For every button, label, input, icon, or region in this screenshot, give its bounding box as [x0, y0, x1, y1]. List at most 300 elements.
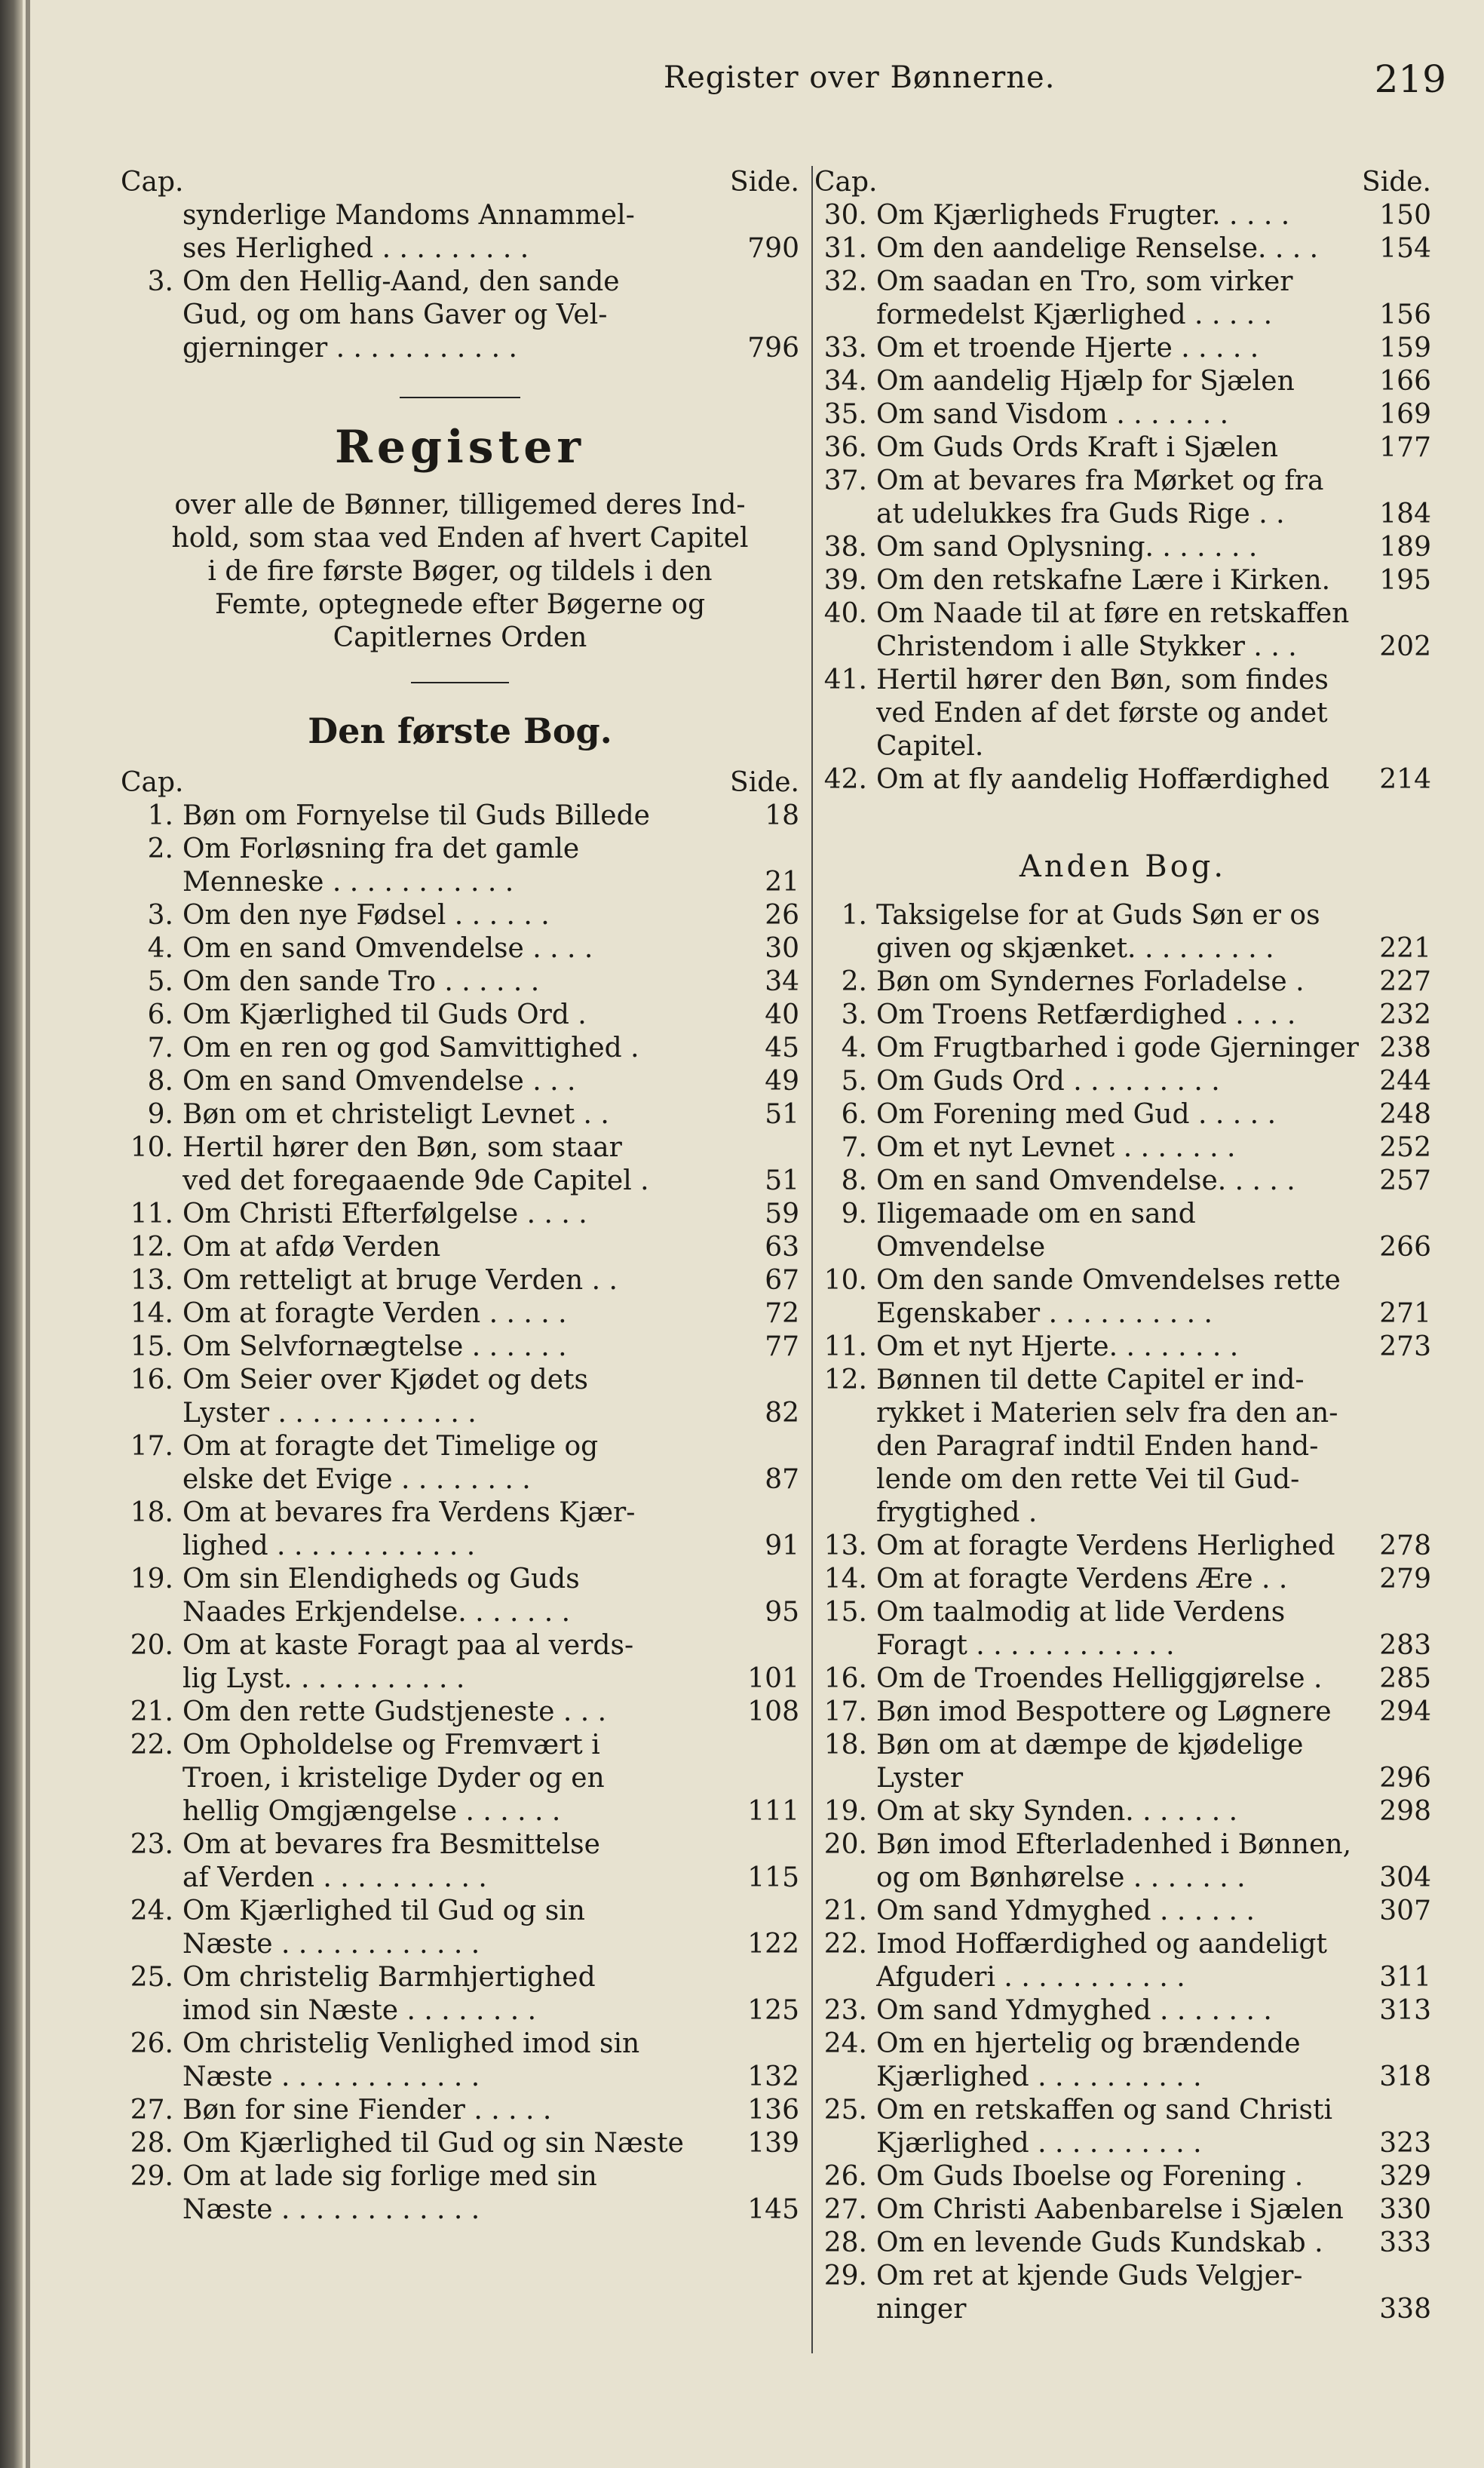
entry-title [876, 1131, 1372, 1165]
index-entry [121, 2160, 799, 2227]
entry-title-line: Om retteligt at bruge Verden . . [182, 1265, 618, 1296]
index-entry [121, 1496, 799, 1563]
entry-title [182, 833, 740, 899]
entry-title-line: Menneske . . . . . . . . . . . [182, 867, 514, 898]
entry-page: 248 [1379, 1099, 1431, 1130]
entry-title [876, 232, 1372, 266]
entry-title [182, 999, 740, 1032]
side-label: Side. [730, 167, 799, 198]
entry-title-line: Om at bevares fra Mørket og fra [876, 465, 1324, 496]
entry-title [182, 199, 740, 266]
entry-number: 27. [823, 2194, 867, 2225]
entry-title [876, 1662, 1372, 1696]
entry-title-line: Om sand Ydmyghed . . . . . . . [876, 1995, 1272, 2026]
index-entry [121, 1331, 799, 1364]
entry-title-line: og om Bønhørelse . . . . . . . [876, 1862, 1246, 1893]
index-entry [121, 899, 799, 932]
entry-title-line: imod sin Næste . . . . . . . . [182, 1995, 537, 2026]
index-entry [814, 2260, 1431, 2326]
page-number: 219 [1374, 57, 1446, 101]
entry-list [814, 199, 1431, 797]
entry-title [182, 1364, 740, 1430]
entry-title-line: Om et troende Hjerte . . . . . [876, 333, 1259, 364]
index-entry [814, 564, 1431, 597]
entry-page: 279 [1379, 1564, 1431, 1595]
entry-number: 19. [823, 1796, 867, 1827]
entry-page: 318 [1379, 2061, 1431, 2092]
entry-number: 39. [823, 565, 867, 596]
index-entry [814, 332, 1431, 365]
entry-title-line: Om at afdø Verden [182, 1232, 441, 1263]
column-header [121, 766, 799, 800]
subtitle-line: over alle de Bønner, tilligemed deres Ind- [174, 490, 746, 520]
entry-title [876, 398, 1372, 431]
entry-page: 72 [765, 1298, 799, 1329]
index-entry [814, 1828, 1431, 1895]
entry-title [182, 899, 740, 932]
entry-title [876, 2193, 1372, 2227]
entry-page: 34 [765, 966, 799, 997]
entry-title [876, 1065, 1372, 1098]
entry-title-line: Om et nyt Hjerte. . . . . . . . [876, 1331, 1239, 1362]
entry-number: 20. [823, 1829, 867, 1860]
entry-page: 111 [747, 1796, 799, 1827]
index-entry [121, 2094, 799, 2127]
entry-title [182, 2160, 740, 2227]
entry-title-line: Gud, og om hans Gaver og Vel- [182, 299, 608, 330]
entry-title-line: Om den aandelige Renselse. . . . [876, 233, 1319, 264]
entry-title-line: Taksigelse for at Guds Søn er os [876, 900, 1320, 931]
entry-number: 28. [823, 2227, 867, 2258]
entry-title-line: Om Troens Retfærdighed . . . . [876, 999, 1296, 1030]
entry-title-line: Om de Troendes Helliggjørelse . [876, 1663, 1323, 1694]
entry-number: 16. [823, 1663, 867, 1694]
entry-page: 294 [1379, 1696, 1431, 1727]
entry-page: 91 [765, 1530, 799, 1561]
entry-number: 41. [823, 665, 867, 695]
entry-title [876, 2094, 1372, 2160]
entry-page: 122 [747, 1929, 799, 1960]
entry-title [182, 1828, 740, 1895]
entry-title-line: Capitel. [876, 731, 984, 762]
entry-number: 7. [841, 1132, 867, 1163]
entry-title-line: Egenskaber . . . . . . . . . . [876, 1298, 1213, 1329]
entry-title [182, 1264, 740, 1297]
entry-title-line: Om den Hellig-Aand, den sande [182, 266, 620, 297]
entry-number: 18. [130, 1497, 173, 1528]
entry-number: 2. [147, 833, 173, 864]
index-entry [814, 1596, 1431, 1662]
entry-number: 2. [841, 966, 867, 997]
entry-title-line: Bøn for sine Fiender . . . . . [182, 2095, 552, 2126]
subtitle-line: Capitlernes Orden [333, 622, 587, 653]
entry-title-line: formedelst Kjærlighed . . . . . [876, 299, 1273, 330]
subtitle-line: Femte, optegnede efter Bøgerne og [214, 589, 706, 620]
entry-number: 23. [130, 1829, 173, 1860]
running-header: Register over Bønnerne. [664, 60, 1056, 95]
entry-title [876, 266, 1372, 332]
index-entry [814, 1928, 1431, 1994]
entry-title-line: Om sand Oplysning. . . . . . . [876, 532, 1258, 563]
index-entry [814, 1032, 1431, 1065]
entry-title [182, 1131, 740, 1198]
entry-title-line: rykket i Materien selv fra den an- [876, 1398, 1338, 1429]
entry-title [182, 932, 740, 965]
entry-title-line: Om Selvfornægtelse . . . . . . [182, 1331, 567, 1362]
entry-title [876, 1895, 1372, 1928]
entry-title [876, 1563, 1372, 1596]
entry-number: 7. [147, 1033, 173, 1064]
index-entry [121, 1430, 799, 1496]
entry-title [182, 1629, 740, 1696]
entry-page: 63 [765, 1232, 799, 1263]
index-entry [814, 1364, 1431, 1530]
index-entry [814, 1895, 1431, 1928]
entry-number: 14. [823, 1564, 867, 1595]
entry-page: 40 [765, 999, 799, 1030]
index-entry [814, 763, 1431, 797]
entry-number: 24. [823, 2028, 867, 2059]
entry-title-line: Om Guds Ords Kraft i Sjælen [876, 432, 1279, 463]
index-entry [814, 1696, 1431, 1729]
column-divider [811, 166, 813, 2353]
entry-page: 177 [1379, 432, 1431, 463]
entry-title-line: Om taalmodig at lide Verdens [876, 1597, 1286, 1628]
entry-list [121, 199, 799, 365]
entry-title [182, 965, 740, 999]
entry-page: 169 [1379, 399, 1431, 430]
entry-page: 87 [765, 1464, 799, 1495]
entry-title-line: Naades Erkjendelse. . . . . . . [182, 1597, 571, 1628]
entry-page: 49 [765, 1066, 799, 1097]
index-entry [121, 1828, 799, 1895]
entry-title-line: Om at foragte Verdens Ære . . [876, 1564, 1288, 1595]
entry-title-line: Om sand Ydmyghed . . . . . . [876, 1896, 1255, 1926]
entry-title-line: Bøn om Fornyelse til Guds Billede [182, 800, 650, 831]
entry-title [876, 1165, 1372, 1198]
entry-page: 59 [765, 1199, 799, 1229]
entry-number: 12. [823, 1364, 867, 1395]
entry-title [182, 1331, 740, 1364]
entry-page: 285 [1379, 1663, 1431, 1694]
entry-number: 4. [147, 933, 173, 964]
entry-page: 189 [1379, 532, 1431, 563]
index-entry [814, 1065, 1431, 1098]
index-entry [814, 1098, 1431, 1131]
index-entry [814, 266, 1431, 332]
entry-page: 136 [747, 2095, 799, 2126]
entry-title-line: Bøn imod Efterladenhed i Bønnen, [876, 1829, 1352, 1860]
entry-title [876, 1098, 1372, 1131]
entry-title-line: Om at sky Synden. . . . . . . [876, 1796, 1238, 1827]
entry-number: 1. [841, 900, 867, 931]
entry-title-line: Om et nyt Levnet . . . . . . . [876, 1132, 1236, 1163]
entry-page: 311 [1379, 1962, 1431, 1993]
index-entry [121, 1895, 799, 1961]
entry-title [876, 1198, 1372, 1264]
entry-title [182, 800, 740, 833]
entry-title [876, 531, 1372, 564]
entry-number: 14. [130, 1298, 173, 1329]
entry-number: 24. [130, 1896, 173, 1926]
entry-title-line: Bøn om at dæmpe de kjødelige Lyster [876, 1730, 1304, 1794]
entry-page: 166 [1379, 366, 1431, 397]
index-entry [121, 1297, 799, 1331]
entry-number: 22. [130, 1730, 173, 1760]
entry-title-line: Troen, i kristelige Dyder og en [182, 1763, 605, 1794]
index-entry [814, 664, 1431, 763]
entry-page: 278 [1379, 1530, 1431, 1561]
entry-title-line: given og skjænket. . . . . . . . . [876, 933, 1274, 964]
subtitle-line: i de fire første Bøger, og tildels i den [207, 556, 713, 587]
index-entry [814, 365, 1431, 398]
entry-title-line: at udelukkes fra Guds Rige . . [876, 499, 1285, 530]
entry-title-line: Om den nye Fødsel . . . . . . [182, 900, 550, 931]
entry-number: 16. [130, 1364, 173, 1395]
entry-number: 23. [823, 1995, 867, 2026]
entry-title [876, 365, 1372, 398]
entry-title [876, 465, 1372, 531]
entry-title [182, 1297, 740, 1331]
entry-number: 9. [841, 1199, 867, 1229]
entry-title-line: Om Forløsning fra det gamle [182, 833, 580, 864]
entry-page: 150 [1379, 200, 1431, 231]
entry-title-line: Om Christi Aabenbarelse i Sjælen [876, 2194, 1344, 2225]
entry-title-line: Om at foragte det Timelige og [182, 1431, 599, 1462]
entry-title [876, 1795, 1372, 1828]
entry-title-line: Hertil hører den Bøn, som findes [876, 665, 1329, 695]
entry-title-line: Om Naade til at føre en retskaffen [876, 598, 1350, 629]
entry-title-line: Om at kaste Foragt paa al verds- [182, 1630, 634, 1661]
entry-page: 51 [765, 1099, 799, 1130]
entry-title-line: ses Herlighed . . . . . . . . . [182, 233, 529, 264]
entry-title-line: elske det Evige . . . . . . . . [182, 1464, 531, 1495]
cap-label: Cap. [814, 167, 878, 198]
entry-title-line: Hertil hører den Bøn, som staar [182, 1132, 622, 1163]
entry-title [876, 2160, 1372, 2193]
entry-title-line: ved det foregaaende 9de Capitel . [182, 1165, 649, 1196]
index-entry [814, 1729, 1431, 1795]
entry-page: 125 [747, 1995, 799, 2026]
entry-title-line: Bøn om Syndernes Forladelse . [876, 966, 1305, 997]
entry-number: 32. [823, 266, 867, 297]
entry-title-line: Afguderi . . . . . . . . . . . [876, 1962, 1185, 1993]
entry-title-line: Om den sande Tro . . . . . . [182, 966, 540, 997]
entry-page: 296 [1379, 1763, 1431, 1794]
book-spine-edge [0, 0, 23, 2468]
entry-title [182, 1065, 740, 1098]
cap-label: Cap. [121, 767, 184, 798]
entry-title-line: Om sin Elendigheds og Guds [182, 1564, 580, 1595]
entry-page: 244 [1379, 1066, 1431, 1097]
entry-title [876, 664, 1372, 763]
index-entry [814, 2160, 1431, 2193]
index-entry [814, 1795, 1431, 1828]
entry-title-line: synderlige Mandoms Annammel- [182, 200, 635, 231]
entry-page: 796 [747, 333, 799, 364]
index-entry [121, 1098, 799, 1131]
entry-page: 115 [747, 1862, 799, 1893]
entry-page: 45 [765, 1033, 799, 1064]
index-entry [814, 1131, 1431, 1165]
entry-title [182, 1231, 740, 1264]
entry-title-line: Om at foragte Verden . . . . . [182, 1298, 567, 1329]
entry-title-line: Bønnen til dette Capitel er ind- [876, 1364, 1305, 1395]
section-rule [411, 682, 509, 683]
entry-title-line: Om den rette Gudstjeneste . . . [182, 1696, 607, 1727]
entry-number: 26. [130, 2028, 173, 2059]
entry-page: 77 [765, 1331, 799, 1362]
entry-number: 42. [823, 764, 867, 795]
entry-title-line: Om en sand Omvendelse . . . [182, 1066, 576, 1097]
index-entry [814, 232, 1431, 266]
entry-number: 29. [823, 2261, 867, 2291]
entry-page: 154 [1379, 233, 1431, 264]
entry-title-line: Om Guds Iboelse og Forening . [876, 2161, 1304, 2192]
book-page [30, 0, 1484, 2468]
index-entry [121, 1264, 799, 1297]
entry-title-line: Om en sand Omvendelse. . . . . [876, 1165, 1295, 1196]
entry-title-line: Om en retskaffen og sand Christi [876, 2095, 1332, 2126]
entry-title-line: Om en hjertelig og brændende [876, 2028, 1301, 2059]
entry-title-line: Om Kjærlighed til Gud og sin [182, 1896, 585, 1926]
entry-page: 323 [1379, 2128, 1431, 2159]
entry-title [182, 1430, 740, 1496]
entry-title [876, 2028, 1372, 2094]
entry-number: 12. [130, 1232, 173, 1263]
entry-title [876, 1729, 1372, 1795]
entry-title [876, 1928, 1372, 1994]
entry-page: 307 [1379, 1896, 1431, 1926]
entry-title-line: Om Frugtbarhed i gode Gjerninger [876, 1033, 1360, 1064]
entry-title-line: Om Opholdelse og Fremvært i [182, 1730, 600, 1760]
index-entry [814, 1662, 1431, 1696]
entry-number: 11. [823, 1331, 867, 1362]
index-entry [121, 266, 799, 365]
entry-title-line: af Verden . . . . . . . . . . [182, 1862, 487, 1893]
entry-number: 8. [147, 1066, 173, 1097]
index-entry [121, 1629, 799, 1696]
right-column [814, 166, 1431, 2326]
entry-number: 4. [841, 1033, 867, 1064]
entry-page: 333 [1379, 2227, 1431, 2258]
index-entry [814, 465, 1431, 531]
entry-title [876, 1994, 1372, 2028]
entry-page: 139 [747, 2128, 799, 2159]
entry-page: 18 [765, 800, 799, 831]
index-entry [121, 1065, 799, 1098]
entry-title-line: Om saadan en Tro, som virker [876, 266, 1293, 297]
entry-title [876, 431, 1372, 465]
entry-title-line: Om aandelig Hjælp for Sjælen [876, 366, 1295, 397]
entry-number: 11. [130, 1199, 173, 1229]
entry-page: 227 [1379, 966, 1431, 997]
index-entry [121, 1231, 799, 1264]
entry-list [121, 800, 799, 2227]
entry-page: 51 [765, 1165, 799, 1196]
entry-page: 184 [1379, 499, 1431, 530]
entry-title-line: lighed . . . . . . . . . . . . [182, 1530, 476, 1561]
index-entry [814, 1264, 1431, 1331]
entry-number: 17. [130, 1431, 173, 1462]
entry-title [876, 965, 1372, 999]
entry-title [876, 1364, 1372, 1530]
entry-title-line: Om Kjærlighed til Gud og sin Næste [182, 2128, 684, 2159]
cap-label: Cap. [121, 167, 184, 198]
entry-number: 15. [823, 1597, 867, 1628]
entry-number: 26. [823, 2161, 867, 2192]
entry-number: 28. [130, 2128, 173, 2159]
entry-number: 37. [823, 465, 867, 496]
entry-number: 31. [823, 233, 867, 264]
entry-title-line: Om Guds Ord . . . . . . . . . [876, 1066, 1220, 1097]
entry-number: 3. [147, 900, 173, 931]
index-entry [121, 1563, 799, 1629]
entry-number: 22. [823, 1929, 867, 1960]
entry-title-line: Om at bevares fra Besmittelse [182, 1829, 600, 1860]
entry-number: 40. [823, 598, 867, 629]
index-entry [814, 965, 1431, 999]
entry-title-line: Om den sande Omvendelses rette [876, 1265, 1341, 1296]
index-entry [814, 398, 1431, 431]
entry-page: 195 [1379, 565, 1431, 596]
index-entry [121, 833, 799, 899]
entry-page: 132 [747, 2061, 799, 2092]
entry-number: 19. [130, 1564, 173, 1595]
entry-title-line: ved Enden af det første og andet [876, 698, 1328, 729]
index-entry [814, 2193, 1431, 2227]
index-entry [121, 965, 799, 999]
entry-title-line: Om Kjærligheds Frugter. . . . . [876, 200, 1290, 231]
side-label: Side. [730, 767, 799, 798]
index-entry [814, 431, 1431, 465]
entry-page: 252 [1379, 1132, 1431, 1163]
entry-title [876, 564, 1372, 597]
entry-title [876, 2227, 1372, 2260]
entry-page: 283 [1379, 1630, 1431, 1661]
entry-page: 232 [1379, 999, 1431, 1030]
entry-page: 82 [765, 1398, 799, 1429]
entry-number: 34. [823, 366, 867, 397]
entry-number [121, 199, 182, 266]
side-label: Side. [1362, 167, 1431, 198]
entry-title-line: Om Seier over Kjødet og dets [182, 1364, 588, 1395]
entry-title [182, 2094, 740, 2127]
column-header [814, 166, 1431, 199]
index-entry [121, 2127, 799, 2160]
entry-number: 30. [823, 200, 867, 231]
entry-number: 20. [130, 1630, 173, 1661]
entry-title [182, 1729, 740, 1828]
entry-number: 3. [147, 266, 173, 297]
index-entry [814, 597, 1431, 664]
entry-page: 266 [1379, 1232, 1431, 1263]
index-entry [814, 199, 1431, 232]
entry-title [182, 266, 740, 365]
entry-page: 145 [747, 2194, 799, 2225]
entry-number: 13. [823, 1530, 867, 1561]
index-entry [121, 1729, 799, 1828]
entry-title-line: Om christelig Barmhjertighed [182, 1962, 596, 1993]
entry-title [182, 1563, 740, 1629]
index-entry [814, 1198, 1431, 1264]
entry-title [876, 332, 1372, 365]
entry-title [182, 1032, 740, 1065]
entry-page: 202 [1379, 631, 1431, 662]
entry-number: 6. [147, 999, 173, 1030]
entry-number: 10. [823, 1265, 867, 1296]
index-entry [814, 1530, 1431, 1563]
